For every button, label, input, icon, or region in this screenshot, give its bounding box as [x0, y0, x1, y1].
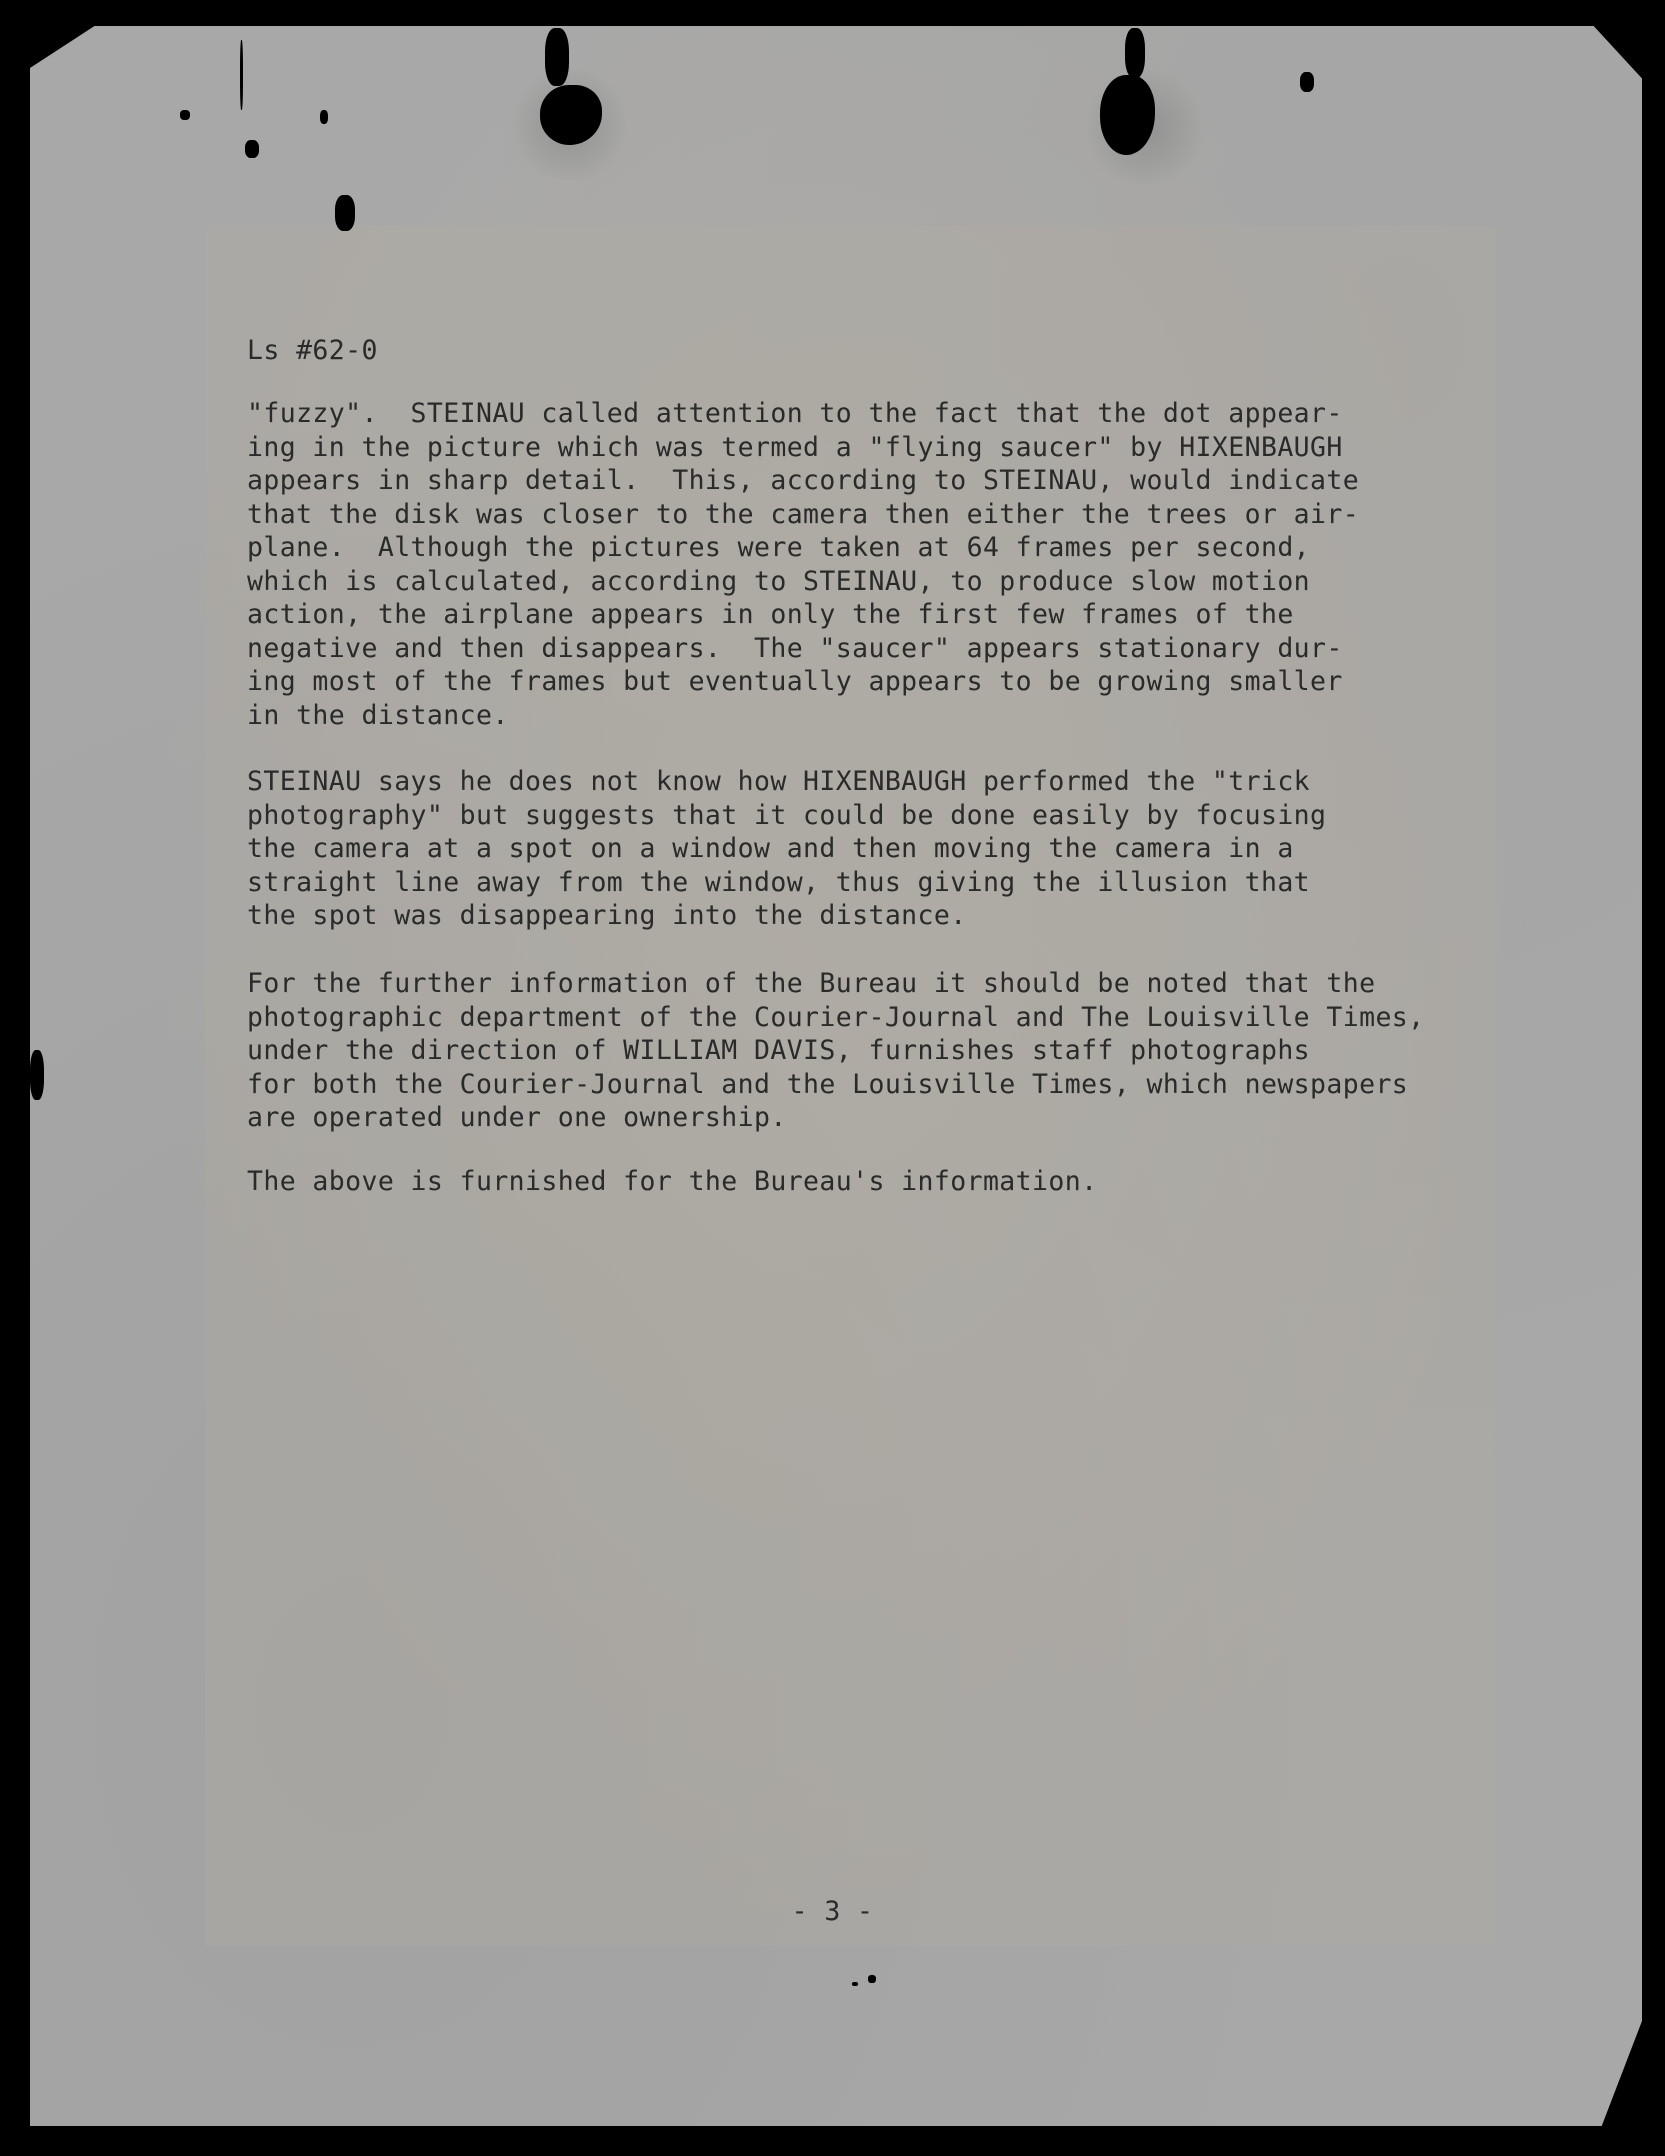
debris-speck: [868, 1975, 876, 1983]
debris-speck: [245, 140, 259, 158]
text-line: which is calculated, according to STEINAU, to produce slow motion: [247, 565, 1311, 597]
text-line: action, the airplane appears in only the first few frames of the: [247, 599, 1294, 630]
text-line: are operated under one ownership.: [247, 1102, 787, 1133]
text-line: The above is furnished for the Bureau's information.: [247, 1166, 1098, 1197]
text-line: ing in the picture which was termed a "flying saucer" by HIXENBAUGH: [247, 431, 1343, 463]
debris-speck: [320, 110, 328, 124]
debris-speck: [30, 1050, 44, 1100]
debris-speck: [1300, 72, 1314, 92]
tear-mark-right: [1125, 28, 1145, 78]
text-line: for both the Courier-Journal and the Louisville Times, which newspapers: [247, 1068, 1409, 1100]
text-line: plane. Although the pictures were taken at 64 frames per second,: [247, 532, 1311, 563]
paragraph-4: [247, 1165, 1097, 1199]
text-line: the camera at a spot on a window and then moving the camera in a: [247, 833, 1294, 864]
text-line: negative and then disappears. The "saucer" appears stationary dur-: [247, 632, 1343, 664]
text-line: photographic department of the Courier-Journal and The Louisville Times,: [247, 1001, 1425, 1033]
text-line: ing most of the frames but eventually appears to be growing smaller: [247, 666, 1343, 697]
page-number: - 3 -: [791, 1896, 874, 1927]
debris-speck: [240, 40, 243, 110]
paragraph-1: [247, 397, 1359, 732]
text-line: under the direction of WILLIAM DAVIS, furnishes staff photographs: [247, 1035, 1311, 1066]
debris-speck: [335, 195, 355, 231]
text-line: in the distance.: [247, 699, 509, 731]
text-line: the spot was disappearing into the distance.: [247, 900, 967, 931]
text-line: that the disk was closer to the camera then either the trees or air-: [247, 498, 1360, 530]
text-line: appears in sharp detail. This, according to STEINAU, would indicate: [247, 465, 1360, 496]
text-line: straight line away from the window, thus giving the illusion that: [247, 866, 1311, 898]
paragraph-3: [247, 967, 1425, 1135]
tear-mark-left: [545, 28, 569, 86]
debris-speck: [852, 1982, 858, 1986]
text-line: STEINAU says he does not know how HIXENBAUGH performed the "trick: [247, 766, 1311, 797]
file-reference: Ls #62-0: [247, 335, 378, 366]
paragraph-2: [247, 765, 1326, 933]
text-line: For the further information of the Bureau it should be noted that the: [247, 968, 1376, 999]
debris-speck: [180, 110, 190, 120]
text-line: "fuzzy". STEINAU called attention to the fact that the dot appear-: [247, 398, 1343, 429]
text-line: photography" but suggests that it could be done easily by focusing: [247, 799, 1327, 831]
